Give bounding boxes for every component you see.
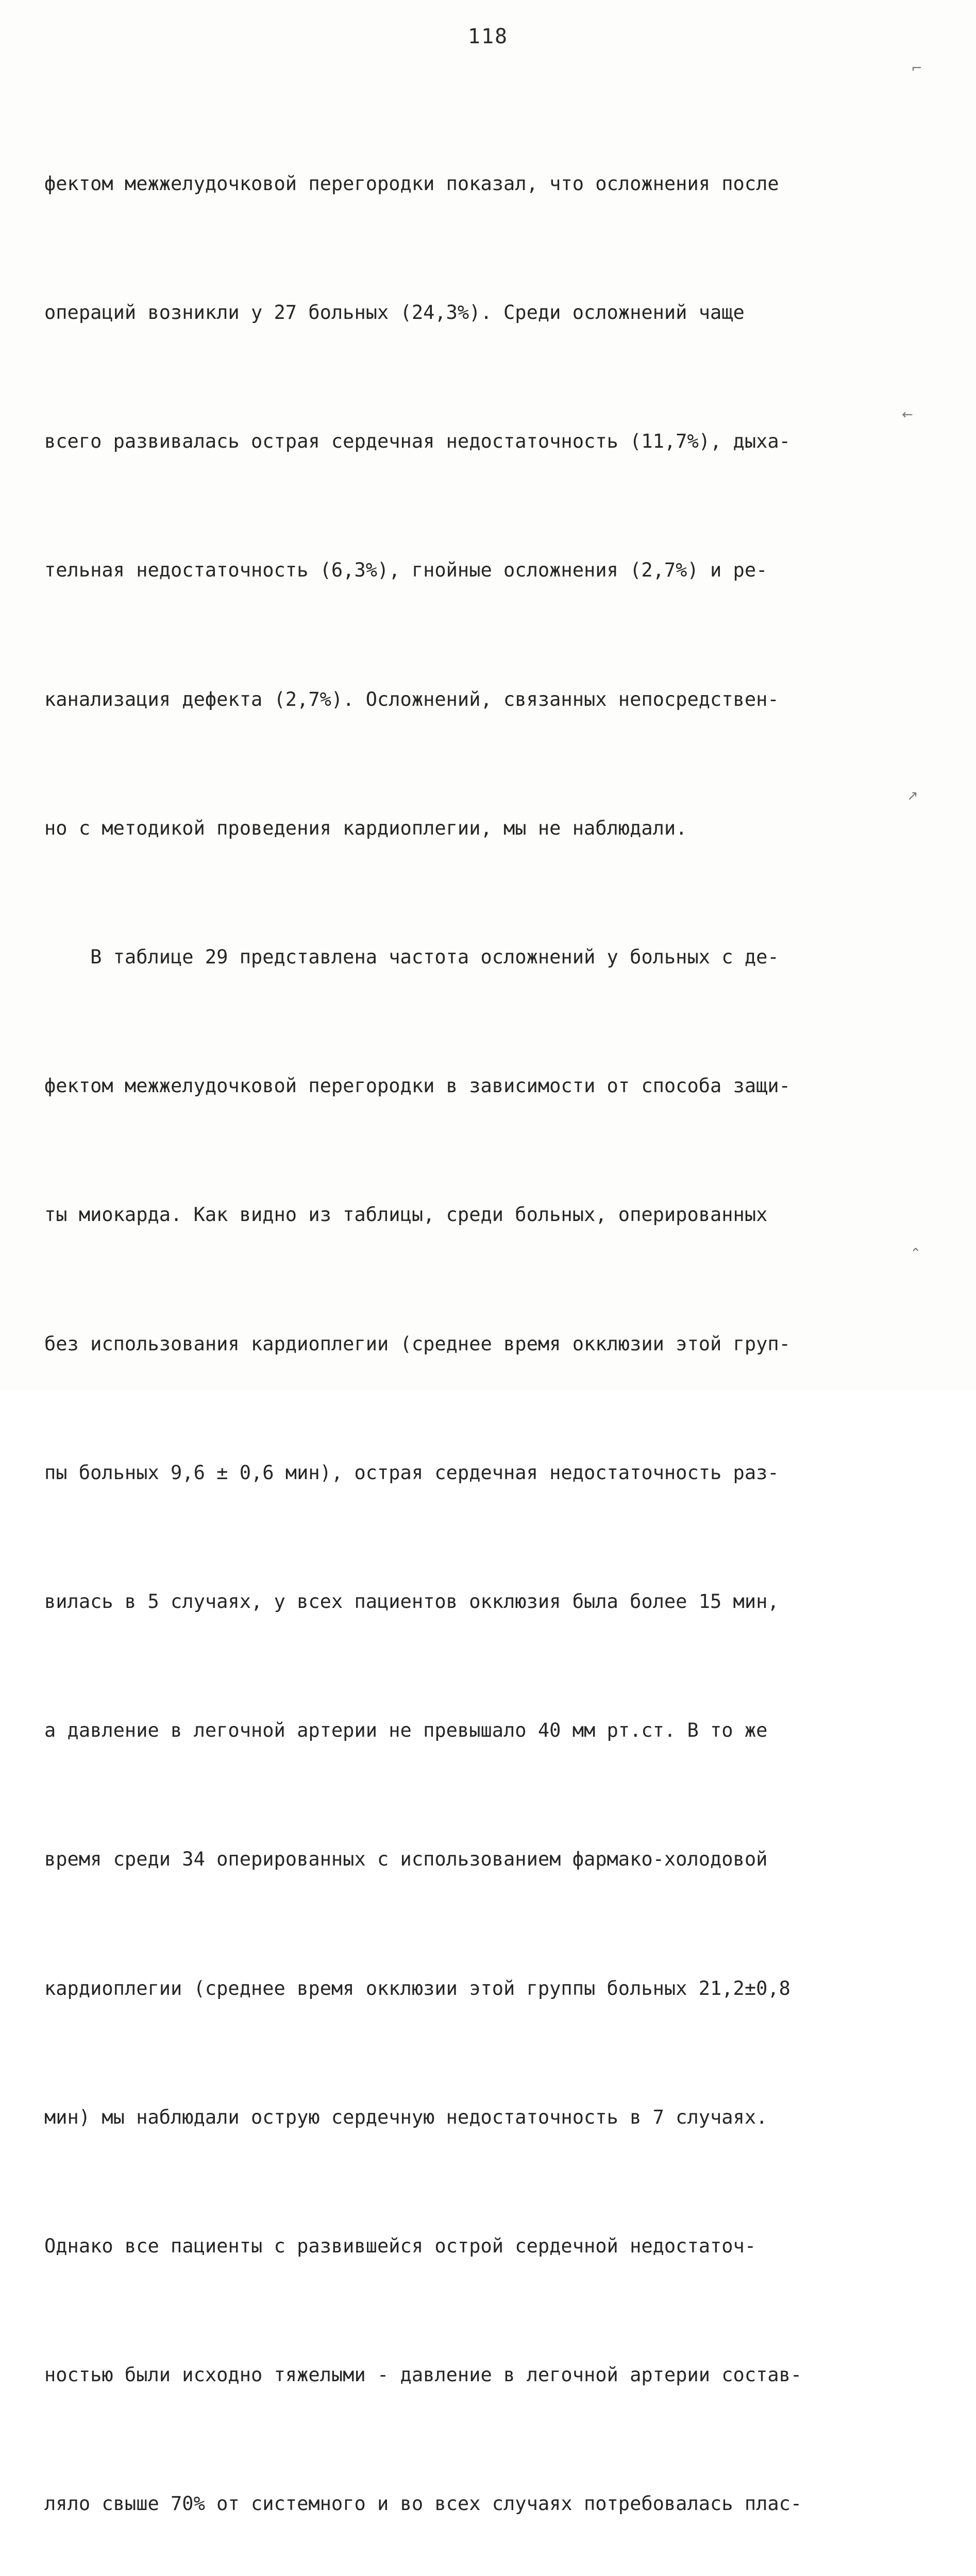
text-line: ты миокарда. Как видно из таблицы, среди больных, оперированных (44, 1204, 768, 1226)
text-line: время среди 34 оперированных с использованием фармако-холодовой (44, 1848, 768, 1871)
margin-mark-icon: ⌃ (910, 1246, 921, 1261)
text-line: тельная недостаточность (6,3%), гнойные осложнения (2,7%) и ре- (44, 559, 768, 582)
text-line: ляло свыше 70% от системного и во всех случаях потребовалась плас- (44, 2493, 802, 2515)
text-line: канализация дефекта (2,7%). Осложнений, связанных непосредствен- (44, 688, 779, 710)
text-line: вилась в 5 случаях, у всех пациентов окклюзия была более 15 мин, (44, 1590, 779, 1613)
page-number: 118 (467, 25, 509, 48)
body-text (44, 76, 910, 2576)
margin-mark-icon: ← (902, 407, 913, 422)
text-line: всего развивалась острая сердечная недостаточность (11,7%), дыха- (44, 430, 790, 453)
text-line: операций возникли у 27 больных (24,3%). Среди осложнений чаще (44, 301, 745, 324)
text-line: кардиоплегии (среднее время окклюзии этой группы больных 21,2±0,8 (44, 1977, 790, 1999)
text-line: мин) мы наблюдали острую сердечную недостаточность в 7 случаях. (44, 2106, 768, 2128)
text-line: без использования кардиоплегии (среднее время окклюзии этой груп- (44, 1332, 790, 1355)
text-line: ностью были исходно тяжелыми - давление в легочной артерии состав- (44, 2364, 802, 2386)
text-line: но с методикой проведения кардиоплегии, мы не наблюдали. (44, 817, 687, 839)
text-line: фектом межжелудочковой перегородки показал, что осложнения после (44, 172, 779, 195)
text-line: В таблице 29 представлена частота осложнений у больных с де- (44, 946, 779, 969)
text-line: Однако все пациенты с развившейся острой сердечной недостаточ- (44, 2235, 756, 2258)
margin-mark-icon: ↗ (907, 788, 918, 804)
text-line: а давление в легочной артерии не превышало 40 мм рт.ст. В то же (44, 1719, 768, 1742)
text-line: фектом межжелудочковой перегородки в зависимости от способа защи- (44, 1075, 790, 1097)
text-line: пы больных 9,6 ± 0,6 мин), острая сердечная недостаточность раз- (44, 1461, 779, 1484)
margin-mark-icon: ⌐ (911, 61, 922, 76)
